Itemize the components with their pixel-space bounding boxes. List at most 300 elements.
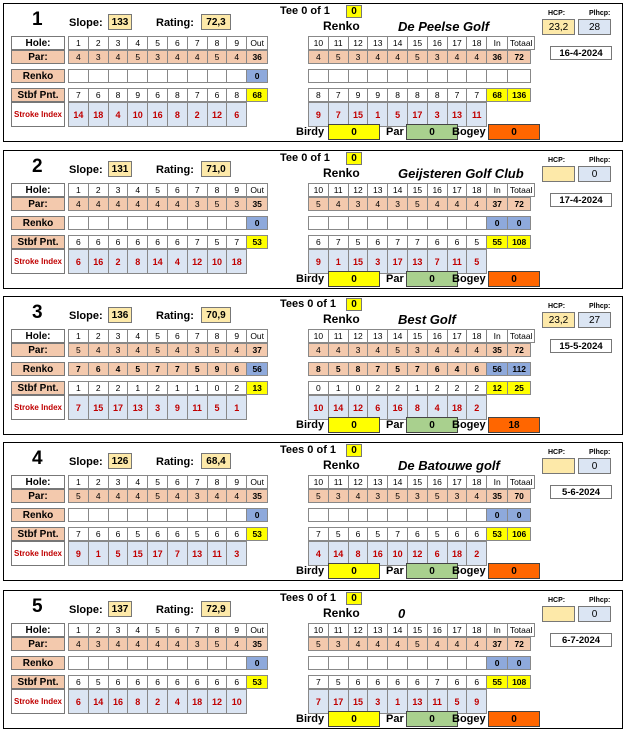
stbf-row-back (308, 381, 530, 395)
score-row-hole-17[interactable] (447, 508, 468, 522)
score-row-hole-7[interactable] (187, 656, 208, 670)
par-row-hole-7: 3 (187, 637, 208, 651)
score-row-back (308, 656, 530, 670)
par-row-hole-6: 4 (167, 343, 188, 357)
score-row-hole-1[interactable] (68, 656, 89, 670)
score-row-hole-13[interactable] (367, 216, 388, 230)
stroke-index-label: Stroke Index (11, 249, 65, 274)
stroke-index-hole-5: 14 (147, 249, 168, 274)
tees-value[interactable]: 0 (346, 444, 362, 457)
hole-row-hole-18: 18 (466, 183, 487, 197)
score-row-hole-9[interactable] (226, 216, 247, 230)
score-row-hole-9[interactable] (226, 656, 247, 670)
stroke-index-hole-5: 17 (147, 541, 168, 566)
hole-row-hole-4: 4 (127, 623, 148, 637)
score-row-in: 56 (486, 362, 508, 376)
stroke-index-hole-5: 3 (147, 395, 168, 420)
stbf-row-hole-7: 7 (187, 88, 208, 102)
score-row-hole-14[interactable] (387, 216, 408, 230)
stbf-row-hole-17: 2 (447, 381, 468, 395)
score-row-hole-10[interactable] (308, 508, 329, 522)
par-row-hole-9: 4 (226, 343, 247, 357)
score-row-hole-7[interactable] (187, 508, 208, 522)
par-row-hole-10: 5 (308, 489, 329, 503)
slope-value[interactable]: 126 (108, 453, 132, 469)
stbf-row-hole-4: 6 (127, 675, 148, 689)
par-row-hole-14: 4 (387, 637, 408, 651)
score-row-hole-18[interactable] (466, 656, 487, 670)
par-row-hole-6: 4 (167, 637, 188, 651)
stroke-index-hole-12: 15 (348, 249, 369, 274)
hole-row-hole-11: 11 (328, 183, 349, 197)
par-row-hole-16: 5 (427, 489, 448, 503)
score-row-hole-17[interactable] (447, 69, 468, 83)
hole-row-label: Hole: (11, 36, 65, 50)
rating-label: Rating: (156, 456, 194, 468)
stbf-row-hole-5: 6 (147, 675, 168, 689)
hole-row-hole-16: 16 (427, 183, 448, 197)
hole-row-hole-18: 18 (466, 475, 487, 489)
stroke-index-hole-9: 3 (226, 541, 247, 566)
stbf-row-hole-15: 1 (407, 381, 428, 395)
slope-value[interactable]: 131 (108, 161, 132, 177)
slope-value[interactable]: 137 (108, 601, 132, 617)
par-row-hole-2: 3 (88, 50, 109, 64)
scorecard-2 (3, 150, 623, 289)
score-row-hole-11[interactable] (328, 508, 349, 522)
hole-row-hole-15: 15 (407, 329, 428, 343)
score-row-hole-11[interactable] (328, 69, 349, 83)
scorecard-4 (3, 442, 623, 581)
score-row-hole-5[interactable] (147, 216, 168, 230)
score-row-back (308, 362, 530, 376)
score-row-hole-7[interactable] (187, 216, 208, 230)
hcp-value[interactable] (542, 458, 575, 474)
score-row-label: Renko (11, 656, 65, 670)
score-row-hole-16[interactable] (427, 508, 448, 522)
score-row-hole-10[interactable] (308, 69, 329, 83)
score-row-hole-1[interactable] (68, 508, 89, 522)
par-row-total: 70 (507, 489, 531, 503)
hole-row-hole-2: 2 (88, 475, 109, 489)
plhcp-label: Plhcp: (589, 449, 611, 456)
par-row-back (308, 343, 530, 357)
par-row-hole-10: 5 (308, 197, 329, 211)
stbf-row-out: 13 (246, 381, 268, 395)
stbf-row-hole-10: 7 (308, 527, 329, 541)
par-row-hole-6: 4 (167, 489, 188, 503)
score-row-hole-17[interactable] (447, 656, 468, 670)
hcp-value[interactable] (542, 166, 575, 182)
score-row-hole-8[interactable] (207, 508, 228, 522)
score-row-hole-16[interactable]: 6 (427, 362, 448, 376)
bogey-count: 18 (488, 417, 540, 433)
birdy-count: 0 (328, 271, 380, 287)
score-row-hole-4[interactable] (127, 656, 148, 670)
hole-row-hole-16: 16 (427, 475, 448, 489)
par-row-front (68, 197, 267, 211)
par-row-hole-15: 5 (407, 50, 428, 64)
score-row-hole-1[interactable]: 7 (68, 362, 89, 376)
stroke-index-hole-1: 14 (68, 102, 89, 127)
score-row-hole-5[interactable] (147, 656, 168, 670)
score-row-hole-17[interactable] (447, 216, 468, 230)
slope-value[interactable]: 136 (108, 307, 132, 323)
stroke-index-hole-7: 2 (187, 102, 208, 127)
par-count-label: Par (386, 419, 404, 431)
tees-value[interactable]: 0 (346, 5, 362, 18)
stbf-row-hole-17: 6 (447, 527, 468, 541)
par-row-hole-5: 4 (147, 197, 168, 211)
hole-row-in: In (486, 329, 508, 343)
scorecard-5 (3, 590, 623, 729)
rating-value[interactable]: 72,9 (201, 601, 231, 617)
score-row-hole-6[interactable]: 7 (167, 362, 188, 376)
stbf-row-front (68, 381, 267, 395)
score-row-hole-15[interactable] (407, 508, 428, 522)
hcp-value[interactable] (542, 606, 575, 622)
score-row-hole-15[interactable] (407, 216, 428, 230)
stroke-index-hole-4: 13 (127, 395, 148, 420)
stbf-row-hole-13: 9 (367, 88, 388, 102)
stbf-row-hole-9: 7 (226, 235, 247, 249)
par-row-hole-5: 5 (147, 343, 168, 357)
hcp-label: HCP: (548, 303, 566, 310)
score-row-hole-12[interactable] (348, 69, 369, 83)
hole-row-hole-8: 8 (207, 623, 228, 637)
score-row-hole-14[interactable] (387, 656, 408, 670)
score-row-label: Renko (11, 216, 65, 230)
stroke-index-hole-11: 17 (328, 689, 349, 714)
score-row-total: 0 (507, 656, 531, 670)
par-count: 0 (406, 711, 458, 727)
rating-value[interactable]: 70,9 (201, 307, 231, 323)
score-row-hole-13[interactable]: 7 (367, 362, 388, 376)
score-row-hole-3[interactable] (108, 69, 129, 83)
stroke-index-hole-14: 16 (387, 395, 408, 420)
score-row-hole-12[interactable] (348, 508, 369, 522)
stroke-index-hole-13: 3 (367, 689, 388, 714)
hole-row-hole-4: 4 (127, 36, 148, 50)
score-row-hole-2[interactable] (88, 69, 109, 83)
score-row-hole-16[interactable] (427, 656, 448, 670)
rating-value[interactable]: 71,0 (201, 161, 231, 177)
bogey-label: Bogey (452, 713, 486, 725)
par-row-hole-6: 4 (167, 197, 188, 211)
par-row-hole-17: 4 (447, 197, 468, 211)
stroke-index-hole-16: 11 (427, 689, 448, 714)
stbf-row-hole-13: 6 (367, 675, 388, 689)
stbf-row-hole-3: 2 (108, 381, 129, 395)
stbf-row-hole-8: 6 (207, 527, 228, 541)
stbf-row-hole-10: 0 (308, 381, 329, 395)
score-row-hole-4[interactable] (127, 508, 148, 522)
slope-label: Slope: (69, 456, 103, 468)
par-row-hole-7: 3 (187, 197, 208, 211)
stbf-row-hole-5: 6 (147, 527, 168, 541)
score-row-hole-1[interactable] (68, 216, 89, 230)
hole-row-out: Out (246, 623, 268, 637)
bogey-count: 0 (488, 124, 540, 140)
score-row-total: 112 (507, 362, 531, 376)
score-row-hole-4[interactable] (127, 69, 148, 83)
score-row-hole-12[interactable] (348, 656, 369, 670)
par-row-hole-13: 3 (367, 489, 388, 503)
score-row-hole-11[interactable] (328, 656, 349, 670)
par-row-back (308, 637, 530, 651)
hole-row-hole-2: 2 (88, 183, 109, 197)
stbf-row-total: 106 (507, 527, 531, 541)
round-date: 15-5-2024 (550, 339, 612, 353)
par-row-out: 35 (246, 197, 268, 211)
score-row-hole-15[interactable] (407, 656, 428, 670)
score-row-hole-2[interactable] (88, 216, 109, 230)
stbf-row-hole-8: 6 (207, 88, 228, 102)
score-row-hole-9[interactable] (226, 508, 247, 522)
stbf-row-hole-5: 6 (147, 235, 168, 249)
stroke-index-hole-12: 12 (348, 395, 369, 420)
par-row-front (68, 489, 267, 503)
score-row-hole-6[interactable] (167, 216, 188, 230)
tees-value[interactable]: 0 (346, 298, 362, 311)
hcp-label: HCP: (548, 597, 566, 604)
score-row-hole-3[interactable] (108, 508, 129, 522)
stbf-row-hole-14: 7 (387, 527, 408, 541)
hole-row-hole-3: 3 (108, 329, 129, 343)
score-row-hole-14[interactable] (387, 508, 408, 522)
par-row-hole-3: 4 (108, 50, 129, 64)
score-row-hole-12[interactable]: 8 (348, 362, 369, 376)
stroke-index-hole-18: 11 (466, 102, 487, 127)
hole-row-hole-6: 6 (167, 475, 188, 489)
par-row-hole-10: 5 (308, 637, 329, 651)
stbf-row-hole-16: 5 (427, 527, 448, 541)
hole-row-out: Out (246, 329, 268, 343)
stroke-index-hole-18: 9 (466, 689, 487, 714)
player-name: Renko (323, 458, 360, 472)
score-row-hole-15[interactable] (407, 69, 428, 83)
score-row-hole-9[interactable]: 6 (226, 362, 247, 376)
score-row-hole-6[interactable] (167, 508, 188, 522)
score-row-hole-18[interactable] (466, 69, 487, 83)
score-row-hole-4[interactable] (127, 216, 148, 230)
score-row-hole-6[interactable] (167, 656, 188, 670)
score-row-hole-7[interactable]: 5 (187, 362, 208, 376)
hcp-value[interactable]: 23,2 (542, 312, 575, 328)
stroke-index-hole-14: 1 (387, 689, 408, 714)
stbf-row-hole-4: 5 (127, 527, 148, 541)
slope-value[interactable]: 133 (108, 14, 132, 30)
score-row-hole-3[interactable]: 4 (108, 362, 129, 376)
rating-label: Rating: (156, 604, 194, 616)
stbf-row-hole-18: 2 (466, 381, 487, 395)
stbf-row-hole-4: 6 (127, 235, 148, 249)
course-name: Geijsteren Golf Club (398, 166, 524, 181)
hole-row-in: In (486, 475, 508, 489)
stroke-index-label: Stroke Index (11, 102, 65, 127)
stbf-row-total: 25 (507, 381, 531, 395)
score-row-hole-18[interactable]: 6 (466, 362, 487, 376)
hcp-value[interactable]: 23,2 (542, 19, 575, 35)
par-row-total: 72 (507, 637, 531, 651)
score-row-hole-8[interactable] (207, 69, 228, 83)
score-row-hole-17[interactable]: 4 (447, 362, 468, 376)
hcp-label: HCP: (548, 449, 566, 456)
par-row-hole-3: 4 (108, 637, 129, 651)
stbf-row-hole-18: 5 (466, 235, 487, 249)
stroke-index-hole-2: 18 (88, 102, 109, 127)
stroke-index-hole-7: 13 (187, 541, 208, 566)
score-row-hole-5[interactable]: 7 (147, 362, 168, 376)
par-row-hole-7: 4 (187, 50, 208, 64)
stbf-row-hole-9: 6 (226, 527, 247, 541)
slope-label: Slope: (69, 604, 103, 616)
score-row-total: 0 (507, 216, 531, 230)
stbf-row-hole-12: 6 (348, 527, 369, 541)
hole-row-label: Hole: (11, 183, 65, 197)
score-row-hole-3[interactable] (108, 656, 129, 670)
stbf-row-hole-13: 5 (367, 527, 388, 541)
score-row-front (68, 656, 267, 670)
score-row-hole-16[interactable] (427, 216, 448, 230)
round-number: 5 (32, 596, 43, 617)
score-row-hole-5[interactable] (147, 69, 168, 83)
stbf-row-hole-12: 9 (348, 88, 369, 102)
tees-value[interactable]: 0 (346, 152, 362, 165)
par-row-hole-16: 3 (427, 50, 448, 64)
hcp-label: HCP: (548, 10, 566, 17)
score-row-hole-18[interactable] (466, 216, 487, 230)
score-row-hole-11[interactable]: 5 (328, 362, 349, 376)
score-row-hole-13[interactable] (367, 656, 388, 670)
hole-row-hole-6: 6 (167, 623, 188, 637)
stroke-index-hole-17: 11 (447, 249, 468, 274)
bogey-label: Bogey (452, 565, 486, 577)
plhcp-value: 27 (578, 312, 611, 328)
stroke-index-hole-17: 5 (447, 689, 468, 714)
par-row-label: Par: (11, 50, 65, 64)
hole-row-hole-3: 3 (108, 475, 129, 489)
tees-value[interactable]: 0 (346, 592, 362, 605)
par-row-hole-8: 5 (207, 637, 228, 651)
stbf-row-hole-7: 5 (187, 527, 208, 541)
stbf-row-hole-18: 6 (466, 527, 487, 541)
score-row-hole-18[interactable] (466, 508, 487, 522)
stbf-row-hole-4: 9 (127, 88, 148, 102)
par-row-hole-9: 4 (226, 50, 247, 64)
round-date: 16-4-2024 (550, 46, 612, 60)
stbf-row-hole-1: 7 (68, 527, 89, 541)
hole-row-hole-2: 2 (88, 329, 109, 343)
score-row-in: 0 (486, 656, 508, 670)
stbf-row-hole-3: 6 (108, 527, 129, 541)
score-row-hole-12[interactable] (348, 216, 369, 230)
score-row-hole-16[interactable] (427, 69, 448, 83)
score-row-front (68, 69, 267, 83)
hole-row-hole-7: 7 (187, 329, 208, 343)
par-row-hole-18: 4 (466, 489, 487, 503)
score-row-hole-6[interactable] (167, 69, 188, 83)
player-name: Renko (323, 19, 360, 33)
plhcp-label: Plhcp: (589, 157, 611, 164)
plhcp-label: Plhcp: (589, 10, 611, 17)
score-row-hole-4[interactable]: 5 (127, 362, 148, 376)
hole-row-hole-7: 7 (187, 475, 208, 489)
stbf-row-hole-1: 6 (68, 235, 89, 249)
score-row-hole-8[interactable] (207, 656, 228, 670)
stbf-row-front (68, 88, 267, 102)
score-row-hole-10[interactable] (308, 656, 329, 670)
round-date: 5-6-2024 (550, 485, 612, 499)
rating-value[interactable]: 68,4 (201, 453, 231, 469)
score-row-in (486, 69, 508, 83)
score-row-hole-9[interactable] (226, 69, 247, 83)
hole-row-hole-16: 16 (427, 623, 448, 637)
stroke-index-front (68, 249, 246, 274)
score-row-hole-2[interactable] (88, 508, 109, 522)
score-row-hole-2[interactable]: 6 (88, 362, 109, 376)
stroke-index-label: Stroke Index (11, 689, 65, 714)
score-row-hole-1[interactable] (68, 69, 89, 83)
score-row-hole-14[interactable] (387, 69, 408, 83)
score-row-hole-13[interactable] (367, 508, 388, 522)
stbf-row-hole-8: 6 (207, 675, 228, 689)
hole-row-total: Totaal (507, 183, 535, 197)
score-row-hole-10[interactable] (308, 216, 329, 230)
score-row-total (507, 69, 531, 83)
stbf-row-hole-16: 8 (427, 88, 448, 102)
score-row-hole-8[interactable]: 9 (207, 362, 228, 376)
stbf-row-hole-5: 2 (147, 381, 168, 395)
hole-row-hole-4: 4 (127, 183, 148, 197)
hole-row-hole-1: 1 (68, 329, 89, 343)
score-row-hole-10[interactable]: 8 (308, 362, 329, 376)
score-row-hole-3[interactable] (108, 216, 129, 230)
par-row-hole-9: 3 (226, 197, 247, 211)
score-row-hole-14[interactable]: 5 (387, 362, 408, 376)
par-row-hole-2: 4 (88, 343, 109, 357)
stroke-index-hole-10: 4 (308, 541, 329, 566)
score-row-hole-2[interactable] (88, 656, 109, 670)
stroke-index-hole-15: 13 (407, 689, 428, 714)
par-count-label: Par (386, 273, 404, 285)
score-row-hole-8[interactable] (207, 216, 228, 230)
stroke-index-hole-16: 3 (427, 102, 448, 127)
hole-row-hole-8: 8 (207, 36, 228, 50)
par-row-hole-2: 4 (88, 489, 109, 503)
par-row-hole-8: 5 (207, 50, 228, 64)
score-row-hole-11[interactable] (328, 216, 349, 230)
stroke-index-hole-15: 12 (407, 541, 428, 566)
score-row-hole-13[interactable] (367, 69, 388, 83)
par-row-hole-12: 3 (348, 50, 369, 64)
rating-value[interactable]: 72,3 (201, 14, 231, 30)
hole-row-hole-9: 9 (226, 475, 247, 489)
stbf-row-hole-17: 7 (447, 88, 468, 102)
hole-row-total: Totaal (507, 36, 535, 50)
score-row-hole-5[interactable] (147, 508, 168, 522)
stbf-row-in: 68 (486, 88, 508, 102)
stbf-row-out: 53 (246, 675, 268, 689)
par-row-hole-3: 3 (108, 343, 129, 357)
hole-row-hole-7: 7 (187, 623, 208, 637)
score-row-hole-7[interactable] (187, 69, 208, 83)
par-row-hole-17: 4 (447, 637, 468, 651)
tees-label: Tees 0 of 1 (280, 592, 337, 604)
score-row-hole-15[interactable]: 7 (407, 362, 428, 376)
tees-label: Tees 0 of 1 (280, 298, 337, 310)
score-row-out: 56 (246, 362, 268, 376)
